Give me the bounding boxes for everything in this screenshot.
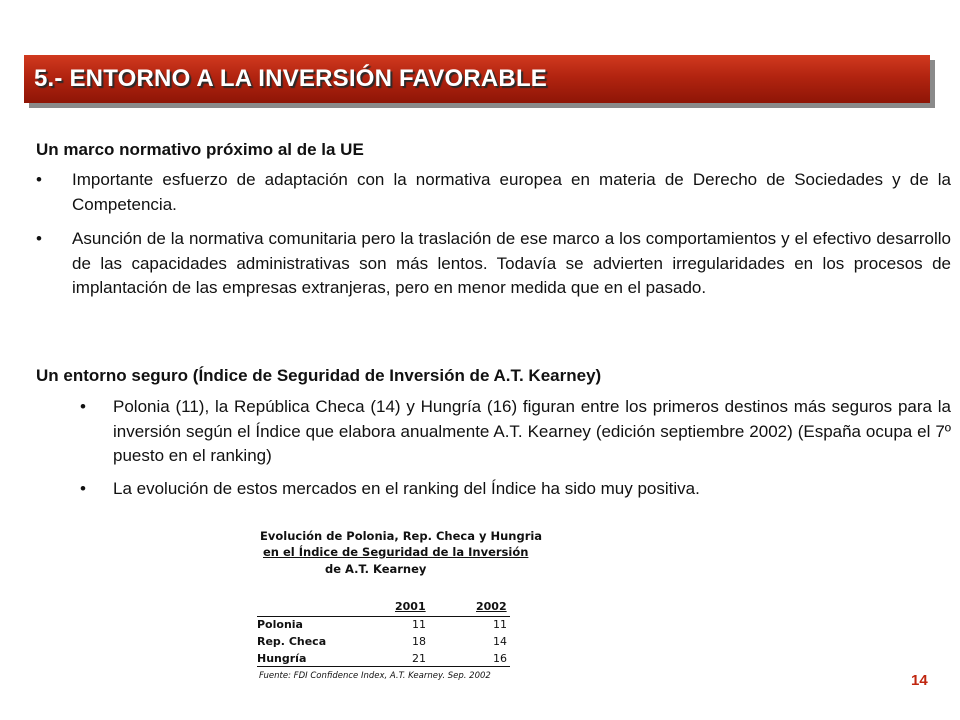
row-label: Rep. Checa	[257, 635, 327, 648]
section-heading-security: Un entorno seguro (Índice de Seguridad de Inversión de A.T. Kearney)	[36, 366, 602, 385]
title-banner	[24, 55, 930, 103]
list-item	[80, 395, 951, 469]
bullet-text: Importante esfuerzo de adaptación con la normativa europea en materia de Derecho de Sociedades y de la Competencia.	[72, 170, 951, 214]
cell-2002: 16	[493, 652, 507, 665]
bullet-icon: •	[36, 229, 42, 248]
page-title: 5.- ENTORNO A LA INVERSIÓN FAVORABLE	[34, 65, 548, 92]
table-row	[257, 635, 510, 649]
list-item	[36, 168, 951, 217]
bullet-text: Polonia (11), la República Checa (14) y Hungría (16) figuran entre los primeros destinos más seguros para la inversión según el Índice que elabora anualmente A.T. Kearney (edición septiembre 2002) (España ocupa el 7º puesto en el ranking)	[113, 397, 951, 465]
list-item	[80, 477, 951, 502]
cell-2002: 11	[493, 618, 507, 631]
table-row	[257, 618, 510, 632]
row-label: Polonia	[257, 618, 303, 631]
table-title-line2: en el Índice de Seguridad de la Inversión	[263, 545, 529, 559]
bullet-text: Asunción de la normativa comunitaria pero la traslación de ese marco a los comportamientos y el efectivo desarrollo de las capacidades administrativas son más lentos. Todavía se advierten irregularidades en los procesos de implantación de las empresas extranjeras, pero en menor medida que en el pasado.	[72, 229, 951, 297]
cell-2001: 18	[412, 635, 426, 648]
cell-2002: 14	[493, 635, 507, 648]
table-rule-bottom	[257, 666, 510, 667]
table-row	[257, 652, 510, 666]
page-number: 14	[911, 672, 928, 689]
column-header-2001: 2001	[395, 600, 426, 613]
bullet-icon: •	[36, 170, 42, 189]
bullet-text: La evolución de estos mercados en el ranking del Índice ha sido muy positiva.	[113, 478, 700, 498]
table-title-line3: de A.T. Kearney	[325, 562, 427, 576]
table-title-line1: Evolución de Polonia, Rep. Checa y Hungria	[260, 529, 543, 543]
list-item	[36, 227, 951, 301]
bullet-icon: •	[80, 478, 86, 498]
table-source-note: Fuente: FDI Confidence Index, A.T. Kearney. Sep. 2002	[259, 671, 491, 681]
table-rule-top	[257, 616, 510, 617]
row-label: Hungría	[257, 652, 307, 665]
column-header-2002: 2002	[476, 600, 507, 613]
cell-2001: 21	[412, 652, 426, 665]
bullet-list-regulatory	[36, 168, 951, 311]
section-heading-regulatory: Un marco normativo próximo al de la UE	[36, 140, 364, 159]
cell-2001: 11	[412, 618, 426, 631]
bullet-icon: •	[80, 397, 86, 416]
ranking-table-figure	[255, 527, 543, 687]
bullet-list-security	[80, 395, 951, 509]
